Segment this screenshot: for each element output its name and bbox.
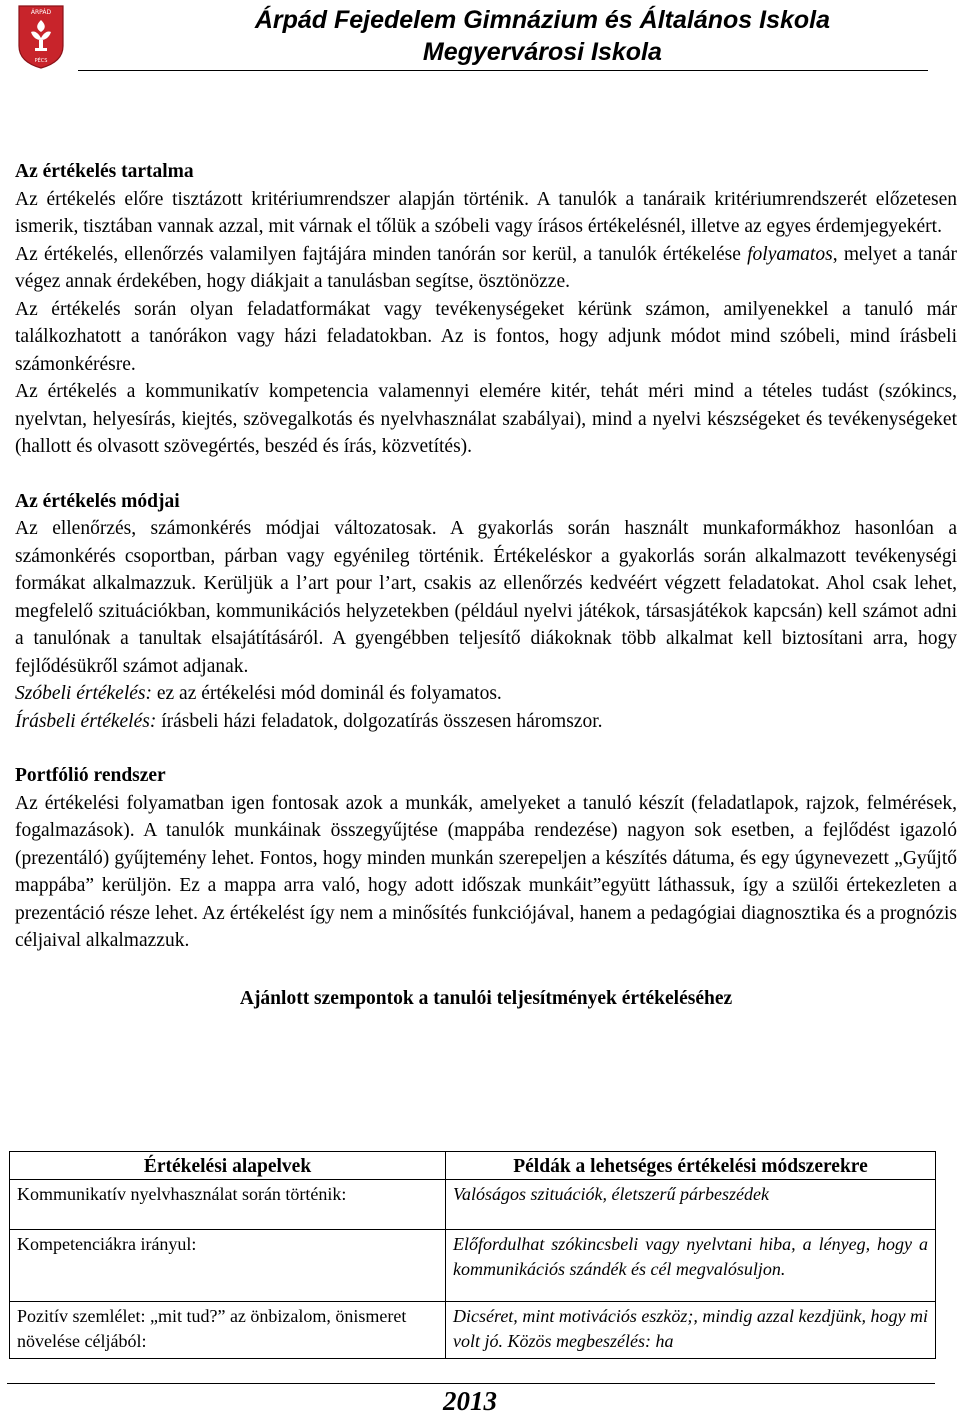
text-run: , melyet a tanár végez annak érdekében, hogy diákjait a tanulásban segítse, ösztönözze.	[15, 243, 957, 292]
table-cell: Előfordulhat szókincsbeli vagy nyelvtani hiba, a lényeg, hogy a kommunikációs szándék és cél megvalósuljon.	[446, 1230, 936, 1302]
paragraph	[15, 708, 957, 736]
table-header: Példák a lehetséges értékelési módszerekre	[446, 1152, 936, 1180]
text-run: Az értékelés, ellenőrzés valamilyen fajtájára minden tanórán sor kerül, a tanulók értékelése	[15, 243, 748, 265]
emphasis: Szóbeli értékelés:	[15, 683, 152, 704]
table-cell: Valóságos szituációk, életszerű párbeszédek	[446, 1180, 936, 1230]
table-header: Értékelési alapelvek	[10, 1152, 446, 1180]
table-cell: Kommunikatív nyelvhasználat során történik:	[10, 1180, 446, 1230]
table-row	[10, 1302, 936, 1359]
header-divider	[78, 70, 928, 71]
table-row	[10, 1230, 936, 1302]
school-name	[255, 4, 830, 68]
section-title-modjai: Az értékelés módjai	[15, 490, 180, 512]
school-name-line1: Árpád Fejedelem Gimnázium és Általános Iskola	[254, 6, 830, 34]
text-run: írásbeli házi feladatok, dolgozatírás összesen háromszor.	[156, 710, 603, 732]
paragraph: Az értékelés előre tisztázott kritériumrendszer alapján történik. A tanulók a tanáraik kritériumrendszerét előzetesen ismerik, tisztában vannak azzal, mit várnak el tőlük a szóbeli vagy írásos értékelésnél, illetve az egyes érdemjegyekért.	[15, 188, 957, 237]
paragraph: Az értékelés a kommunikatív kompetencia valamennyi elemére kitér, tehát méri mind a tételes tudást (szókincs, nyelvtan, helyesírás, kiejtés, szövegalkotás és nyelvhasználat szabályai), mind a nyelvi készségeket és tevékenységeket (hallott és olvasott szövegértés, beszéd és írás, közvetítés).	[15, 381, 957, 457]
paragraph	[15, 241, 957, 296]
school-name-line2: Megyervárosi Iskola	[422, 38, 662, 66]
paragraph: Az ellenőrzés, számonkérés módjai változatosak. A gyakorlás során használt munkaformákhoz hasonlóan a számonkérés csoportban, párban vagy egyénileg történik. Értékeléskor a gyakorlás során alkalmazott tevékenységi formákat alkalmazzuk. Kerüljük a l’art pour l’art, csakis az ellenőrzés kedvéért végzett feladatokat. Ahol csak lehet, megfelelő szituációkban, kommunikációs helyzetekben (például nyelvi játékok, társasjátékok kapcsán) kell számot adni a tanulónak a tanultak elsajátításáról. A gyengébben teljesítő diákoknak több alkalmat kell biztosítani arra, hogy fejlődésükről számot adjanak.	[15, 518, 957, 677]
school-crest-logo	[17, 4, 65, 70]
section-title-tartalma: Az értékelés tartalma	[15, 161, 194, 182]
footer-divider	[7, 1383, 935, 1384]
table-row	[10, 1180, 936, 1230]
table-cell: Kompetenciákra irányul:	[10, 1230, 446, 1302]
footer-year: 2013	[443, 1386, 497, 1416]
logo-bottom-text: PÉCS	[34, 58, 48, 64]
document-body	[15, 158, 957, 1012]
assessment-table	[9, 1151, 936, 1359]
text-run: ez az értékelési mód dominál és folyamatos.	[152, 683, 502, 704]
table-cell: Dicséret, mint motivációs eszköz;, mindig azzal kezdjünk, hogy mi volt jó. Közös megbeszélés: ha	[446, 1302, 936, 1359]
paragraph	[15, 680, 957, 708]
page-header	[0, 0, 960, 74]
emphasis: folyamatos	[747, 243, 833, 265]
logo-top-text: ÁRPÁD	[30, 9, 52, 16]
table-caption: Ajánlott szempontok a tanulói teljesítmények értékeléséhez	[239, 987, 733, 1009]
table-cell: Pozitív szemlélet: „mit tud?” az önbizalom, önismeret növelése céljából:	[10, 1302, 446, 1359]
paragraph: Az értékelés során olyan feladatformákat vagy tevékenységeket kérünk számon, amilyenekkel a tanuló már találkozhatott a tanórákon vagy házi feladatokban. Az is fontos, hogy adjunk módot mind szóbeli, mind írásbeli számonkérésre.	[15, 298, 957, 375]
paragraph: Az értékelési folyamatban igen fontosak azok a munkák, amelyeket a tanuló készít (feladatlapok, rajzok, felmérések, fogalmazások). A tanulók munkáinak összegyűjtése (mappába rendezése) nagyon sok esetben, a fejlődést igazoló (prezentáló) gyűjtemény lehet. Fontos, hogy minden munkán szerepeljen a készítés dátuma, és egy úgynevezett „Gyűjtő mappába” kerüljön. Ez a mappa arra való, hogy adott időszak munkáit”együtt láthassuk, így a szülői értekezleten a prezentáció része lehet. Az értékelést így nem a minősítés funkciójával, hanem a pedagógiai diagnosztika és a prognózis céljaival alkalmazzuk.	[15, 792, 957, 951]
emphasis: Írásbeli értékelés:	[15, 710, 157, 732]
section-title-portfolio: Portfólió rendszer	[15, 765, 166, 786]
